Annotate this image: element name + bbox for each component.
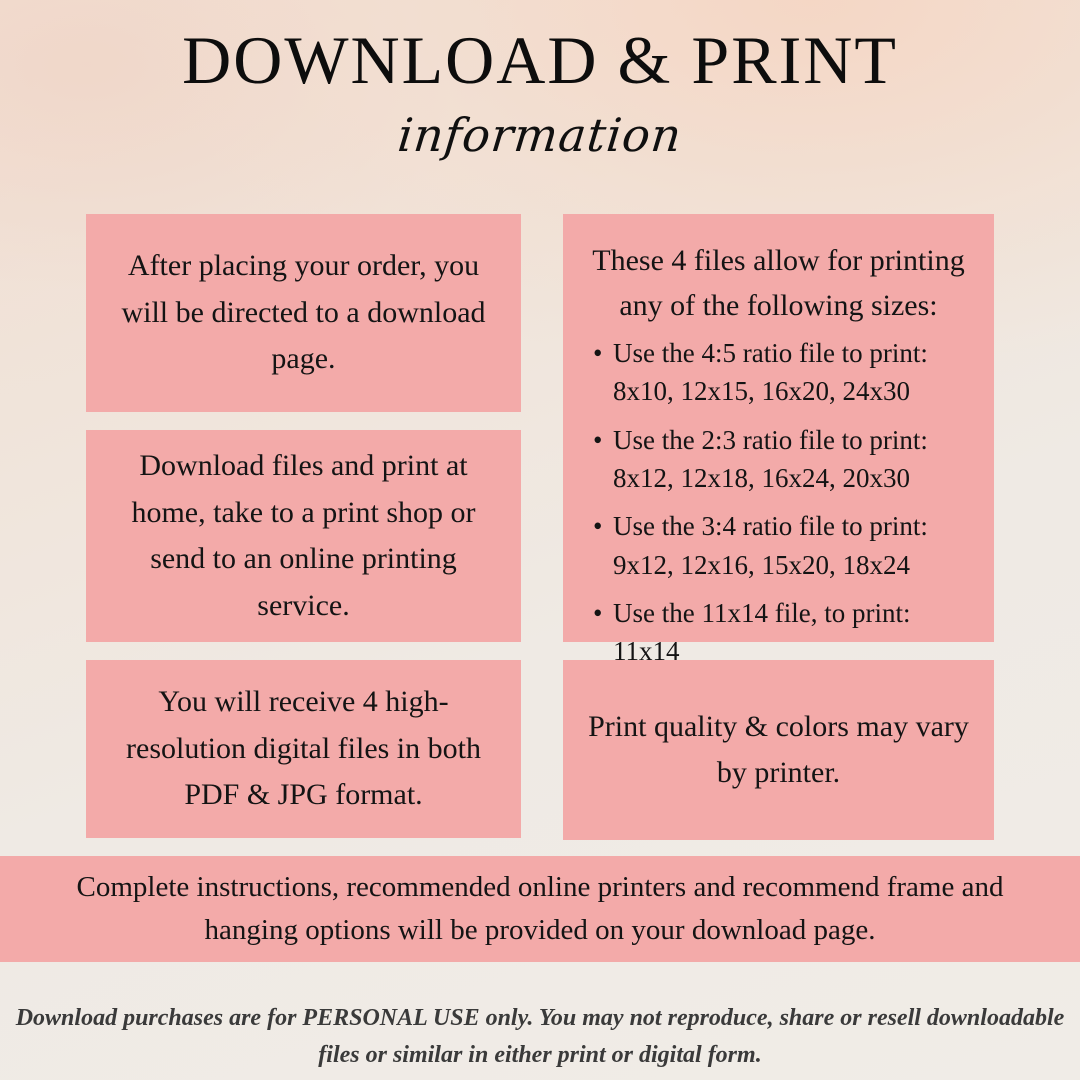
info-card-print-quality (563, 660, 994, 840)
license-footer-text: Download purchases are for PERSONAL USE only. You may not reproduce, share or resell downloadable files or similar in either print or digital form. (15, 1005, 1065, 1069)
list-item-text: Use the 3:4 ratio file to print: 9x12, 12x16, 15x20, 18x24 (613, 511, 928, 580)
list-item (593, 507, 970, 584)
info-card-file-formats (86, 660, 521, 838)
print-sizes-lead: These 4 files allow for printing any of the following sizes: (592, 244, 965, 322)
print-sizes-list (583, 334, 974, 681)
info-card-printing-options-text: Download files and print at home, take to a print shop or send to an online printing service. (131, 449, 476, 622)
instructions-banner-text: Complete instructions, recommended online printers and recommend frame and hanging options will be provided on your download page. (76, 870, 1004, 946)
info-card-printing-options (86, 430, 521, 642)
info-card-print-quality-text: Print quality & colors may vary by printer. (588, 709, 969, 789)
info-card-print-sizes (563, 214, 994, 667)
page-title: DOWNLOAD & PRINT (182, 22, 898, 98)
info-card-order (86, 214, 521, 412)
info-cards-grid (86, 214, 994, 840)
list-item-text: Use the 4:5 ratio file to print: 8x10, 12x15, 16x20, 24x30 (613, 338, 928, 407)
instructions-banner (0, 856, 1080, 962)
bullet-icon: • (593, 424, 603, 455)
right-column (563, 214, 994, 840)
list-item-text: Use the 11x14 file, to print: 11x14 (613, 597, 911, 667)
license-footer (0, 1000, 1080, 1074)
info-card-file-formats-text: You will receive 4 high-resolution digital files in both PDF & JPG format. (126, 685, 481, 812)
left-column (86, 214, 521, 840)
info-card-order-text: After placing your order, you will be directed to a download page. (121, 249, 486, 376)
bullet-icon: • (593, 338, 603, 368)
bullet-icon: • (593, 597, 603, 628)
list-item-text: Use the 2:3 ratio file to print: 8x12, 12x18, 16x24, 20x30 (613, 424, 928, 493)
list-item (593, 334, 970, 411)
bullet-icon: • (593, 511, 603, 542)
list-item (593, 421, 970, 498)
list-item (593, 594, 970, 671)
page-subtitle: information (395, 108, 685, 162)
